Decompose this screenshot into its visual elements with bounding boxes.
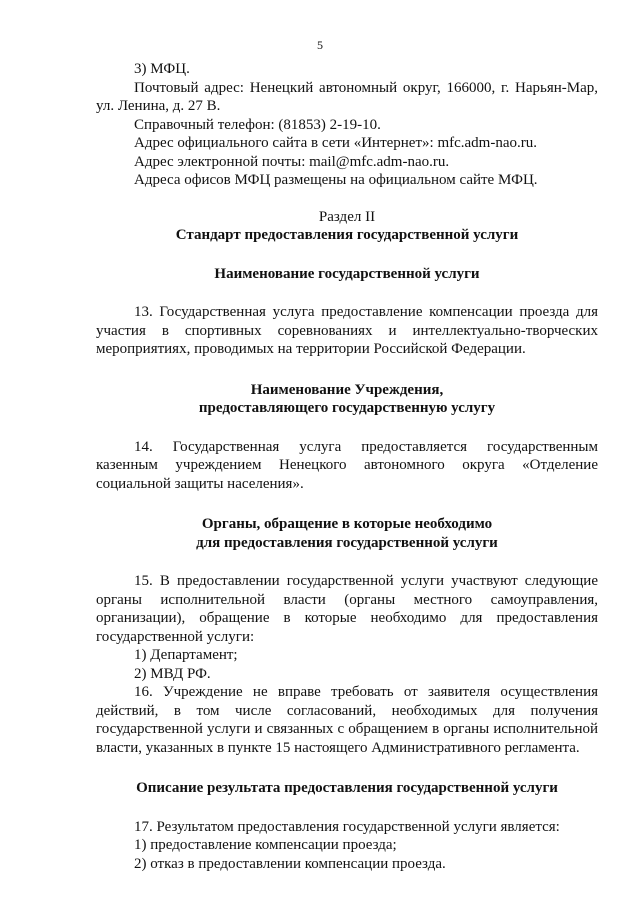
paragraph-15: 15. В предоставлении государственной услуги участвуют следующие органы исполнительной власти (органы местного самоуправления, организации), обращение в которые необходимо для предоставления государственной услуги: <box>96 573 598 645</box>
page-content <box>96 60 598 873</box>
mfc-email: Адрес электронной почты: mail@mfc.adm-nao.ru. <box>134 153 450 170</box>
paragraph-15-item-1: 1) Департамент; <box>134 647 238 663</box>
paragraph-17-item-2: 2) отказ в предоставлении компенсации проезда. <box>134 855 446 872</box>
paragraph-14: 14. Государственная услуга предоставляется государственным казенным учреждением Ненецкого автономного округа «Отделение социальной защиты населения». <box>96 438 598 492</box>
mfc-phone: Справочный телефон: (81853) 2-19-10. <box>134 116 381 133</box>
page-number: 5 <box>317 38 323 52</box>
heading-result: Описание результата предоставления государственной услуги <box>136 780 558 796</box>
paragraph-13: 13. Государственная услуга предоставление компенсации проезда для участия в спортивных соревнованиях и интеллектуально-творческих мероприятиях, проводимых на территории Российской Федерации. <box>96 304 598 357</box>
paragraph-15-item-2: 2) МВД РФ. <box>134 665 211 682</box>
mfc-title: 3) МФЦ. <box>134 61 190 77</box>
heading-institution-line2: предоставляющего государственную услугу <box>198 400 496 416</box>
mfc-website: Адрес официального сайта в сети «Интернет»: mfc.adm-nao.ru. <box>134 135 537 151</box>
paragraph-17: 17. Результатом предоставления государственной услуги является: <box>134 818 560 835</box>
paragraph-17-item-1: 1) предоставление компенсации проезда; <box>134 837 397 853</box>
section-title: Стандарт предоставления государственной услуги <box>175 227 519 243</box>
mfc-offices: Адреса офисов МФЦ размещены на официальном сайте МФЦ. <box>134 172 538 188</box>
mfc-postal-address: Почтовый адрес: Ненецкий автономный округ, 166000, г. Нарьян-Мар, ул. Ленина, д. 27 В. <box>96 79 598 114</box>
paragraph-16: 16. Учреждение не вправе требовать от заявителя осуществления действий, в том числе согласований, необходимых для получения государственной услуги и связанных с обращением в органы исполнительной власти, указанных в пункте 15 настоящего Административного регламента. <box>96 684 598 756</box>
section-label: Раздел II <box>318 208 376 225</box>
heading-bodies-line2: для предоставления государственной услуги <box>196 534 498 551</box>
heading-bodies-line1: Органы, обращение в которые необходимо <box>201 516 493 532</box>
heading-service-name: Наименование государственной услуги <box>214 265 480 282</box>
heading-institution-line1: Наименование Учреждения, <box>250 381 444 398</box>
